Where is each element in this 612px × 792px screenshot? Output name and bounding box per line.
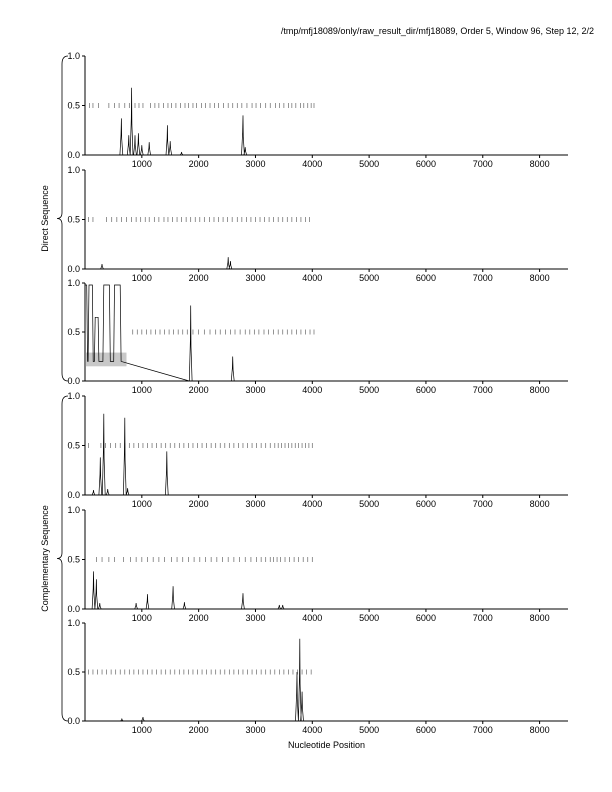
y-tick-label: 1.0	[67, 391, 80, 401]
series-line	[85, 639, 318, 721]
y-tick-label: 0.5	[67, 327, 80, 337]
series-line	[85, 414, 318, 495]
group-brace	[57, 56, 68, 381]
panel-1	[67, 51, 568, 169]
x-tick-label: 1000	[131, 159, 152, 169]
x-tick-label: 7000	[472, 385, 493, 395]
x-tick-label: 1000	[131, 273, 152, 283]
group-1	[40, 56, 68, 381]
x-tick-label: 1000	[131, 613, 152, 623]
panel-3	[67, 278, 568, 395]
y-tick-label: 0.0	[67, 150, 80, 160]
y-tick-label: 0.0	[67, 376, 80, 386]
y-tick-label: 1.0	[67, 278, 80, 288]
x-tick-label: 8000	[529, 385, 550, 395]
y-tick-label: 0.5	[67, 440, 80, 451]
x-tick-label: 5000	[359, 385, 380, 395]
y-tick-label: 0.5	[67, 100, 80, 111]
panel-5	[67, 505, 568, 623]
y-tick-label: 0.0	[67, 716, 80, 726]
shaded-region	[85, 353, 126, 367]
x-tick-label: 2000	[188, 159, 209, 169]
x-tick-label: 1000	[131, 499, 152, 509]
x-tick-label: 3000	[245, 499, 266, 509]
x-tick-label: 6000	[415, 273, 436, 283]
series-line	[85, 571, 318, 609]
x-tick-label: 3000	[245, 385, 266, 395]
y-tick-label: 0.5	[67, 214, 80, 225]
x-tick-label: 3000	[245, 159, 266, 169]
x-tick-label: 5000	[359, 273, 380, 283]
group-2	[40, 396, 68, 721]
x-tick-label: 5000	[359, 159, 380, 169]
series-line	[85, 88, 318, 155]
x-tick-label: 1000	[131, 725, 152, 735]
x-tick-label: 6000	[415, 385, 436, 395]
x-tick-label: 8000	[529, 725, 550, 735]
y-tick-label: 0.0	[67, 264, 80, 274]
x-tick-label: 7000	[472, 725, 493, 735]
x-tick-label: 2000	[188, 725, 209, 735]
panel-6	[67, 618, 568, 735]
x-tick-label: 7000	[472, 159, 493, 169]
group-brace	[57, 396, 68, 721]
panel-2	[67, 165, 568, 283]
x-tick-label: 2000	[188, 499, 209, 509]
y-tick-label: 1.0	[67, 51, 80, 61]
x-tick-label: 7000	[472, 273, 493, 283]
group-label: Direct Sequence	[40, 185, 50, 252]
y-tick-label: 0.0	[67, 490, 80, 500]
series-line	[85, 257, 318, 269]
x-tick-label: 8000	[529, 613, 550, 623]
x-tick-label: 4000	[302, 385, 323, 395]
x-tick-label: 6000	[415, 159, 436, 169]
x-tick-label: 8000	[529, 499, 550, 509]
x-tick-label: 8000	[529, 273, 550, 283]
x-tick-label: 5000	[359, 725, 380, 735]
x-tick-label: 6000	[415, 725, 436, 735]
panel-4	[67, 391, 568, 509]
x-axis-label: Nucleotide Position	[287, 740, 366, 750]
x-tick-label: 7000	[472, 613, 493, 623]
x-tick-label: 1000	[131, 385, 152, 395]
x-tick-label: 6000	[415, 613, 436, 623]
x-tick-label: 5000	[359, 613, 380, 623]
x-tick-label: 2000	[188, 273, 209, 283]
x-tick-label: 5000	[359, 499, 380, 509]
y-tick-label: 1.0	[67, 165, 80, 175]
group-label: Complementary Sequence	[40, 505, 50, 612]
x-tick-label: 3000	[245, 273, 266, 283]
y-tick-label: 0.0	[67, 604, 80, 614]
y-tick-label: 1.0	[67, 618, 80, 628]
x-tick-label: 6000	[415, 499, 436, 509]
y-tick-label: 0.5	[67, 554, 80, 565]
x-tick-label: 4000	[302, 273, 323, 283]
x-tick-label: 4000	[302, 725, 323, 735]
x-tick-label: 4000	[302, 613, 323, 623]
x-tick-label: 4000	[302, 499, 323, 509]
x-tick-label: 3000	[245, 613, 266, 623]
x-tick-label: 2000	[188, 385, 209, 395]
x-tick-label: 8000	[529, 159, 550, 169]
y-tick-label: 1.0	[67, 505, 80, 515]
x-tick-label: 3000	[245, 725, 266, 735]
x-tick-label: 2000	[188, 613, 209, 623]
x-tick-label: 4000	[302, 159, 323, 169]
x-tick-label: 7000	[472, 499, 493, 509]
page-title: /tmp/mfj18089/only/raw_result_dir/mfj18089, Order 5, Window 96, Step 12, 2/2	[280, 26, 594, 36]
y-tick-label: 0.5	[67, 667, 80, 677]
